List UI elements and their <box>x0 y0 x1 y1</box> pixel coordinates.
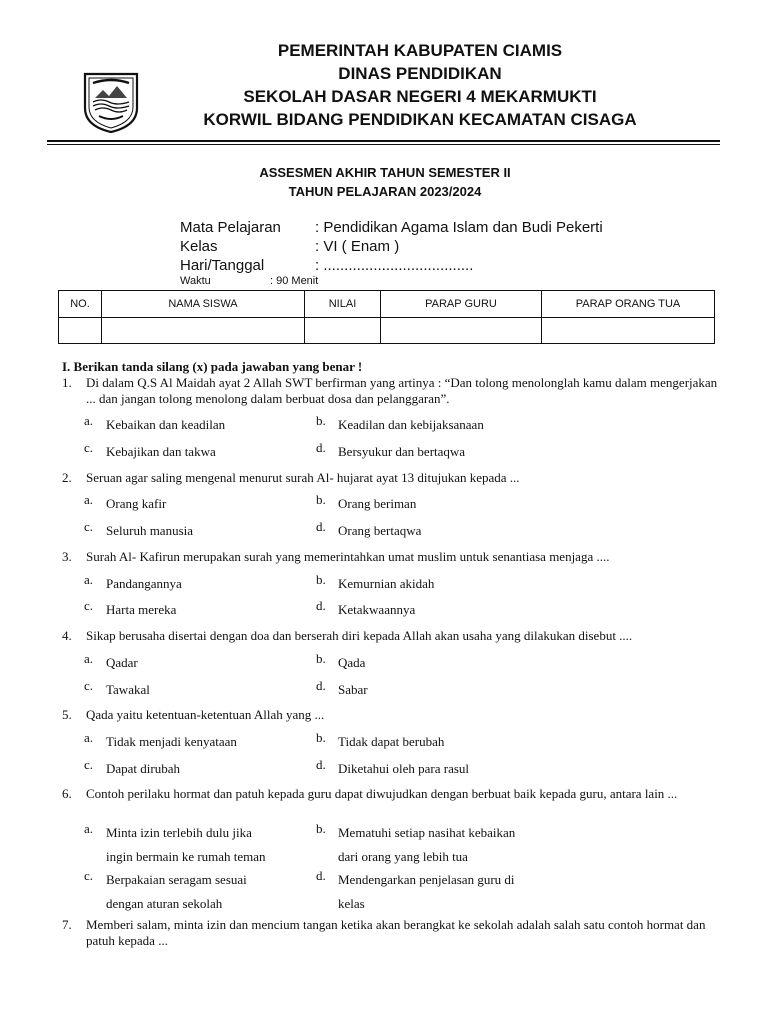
info-label-date: Hari/Tanggal <box>180 257 265 274</box>
header-student-name: NAMA SISWA <box>102 291 305 318</box>
table-row <box>59 318 715 344</box>
table-header-row <box>59 291 715 318</box>
question-text: Memberi salam, minta izin dan mencium tangan ketika akan berangkat ke sekolah adalah salah satu contoh hormat dan patuh kepada ... <box>86 917 706 948</box>
header-teacher-sign: PARAP GURU <box>381 291 542 318</box>
question-text: Sikap berusaha disertai dengan doa dan berserah diri kepada Allah akan usaha yang dilakukan disebut .... <box>86 628 633 643</box>
section-instruction: I. Berikan tanda silang (x) pada jawaban yang benar ! <box>62 359 363 374</box>
question-number: 3. <box>62 549 72 564</box>
header-parent-sign: PARAP ORANG TUA <box>542 291 715 318</box>
header-line-district: KORWIL BIDANG PENDIDIKAN KECAMATAN CISAGA <box>203 110 637 129</box>
cell-score[interactable] <box>305 318 381 344</box>
info-value-subject: : Pendidikan Agama Islam dan Budi Pekerti <box>315 219 603 236</box>
header-line-school: SEKOLAH DASAR NEGERI 4 MEKARMUKTI <box>243 87 597 106</box>
question-number: 5. <box>62 707 72 722</box>
question-text: Seruan agar saling mengenal menurut surah Al- hujarat ayat 13 ditujukan kepada ... <box>86 470 520 485</box>
info-label-time: Waktu <box>180 275 211 287</box>
cell-no[interactable] <box>59 318 102 344</box>
header-divider-thin <box>47 144 720 145</box>
student-grade-table <box>58 290 715 344</box>
info-label-class: Kelas <box>180 238 218 255</box>
question-number: 2. <box>62 470 72 485</box>
info-value-time: : 90 Menit <box>270 275 319 287</box>
exam-year: TAHUN PELAJARAN 2023/2024 <box>288 184 482 199</box>
exam-title: ASSESMEN AKHIR TAHUN SEMESTER II <box>259 165 511 180</box>
header-line-government: PEMERINTAH KABUPATEN CIAMIS <box>277 41 563 60</box>
question-number: 4. <box>62 628 72 643</box>
header-line-department: DINAS PENDIDIKAN <box>338 64 502 83</box>
cell-teacher-sign[interactable] <box>381 318 542 344</box>
question-text: Qada yaitu ketentuan-ketentuan Allah yang ... <box>86 707 325 722</box>
cell-student-name[interactable] <box>102 318 305 344</box>
cell-parent-sign[interactable] <box>542 318 715 344</box>
info-value-date: : .................................... <box>315 257 474 274</box>
kabupaten-ciamis-logo <box>79 68 143 134</box>
question-number: 6. <box>62 786 72 801</box>
info-label-subject: Mata Pelajaran <box>180 219 281 236</box>
header-score: NILAI <box>305 291 381 318</box>
question-number: 1. <box>62 375 72 390</box>
question-text: Contoh perilaku hormat dan patuh kepada guru dapat diwujudkan dengan berbuat baik kepada guru, antara lain ... <box>86 786 678 801</box>
question-text: Di dalam Q.S Al Maidah ayat 2 Allah SWT berfirman yang artinya : “Dan tolong menolonglah kamu dalam mengerjakan ... dan jangan tolong menolong dalam berbuat dosa dan pelanggaran”. <box>86 375 718 406</box>
question-number: 7. <box>62 917 72 932</box>
info-value-class: : VI ( Enam ) <box>315 238 400 255</box>
header-no: NO. <box>59 291 102 318</box>
question-text: Surah Al- Kafirun merupakan surah yang memerintahkan umat muslim untuk senantiasa menjaga .... <box>86 549 610 564</box>
header-divider-thick <box>47 140 720 142</box>
